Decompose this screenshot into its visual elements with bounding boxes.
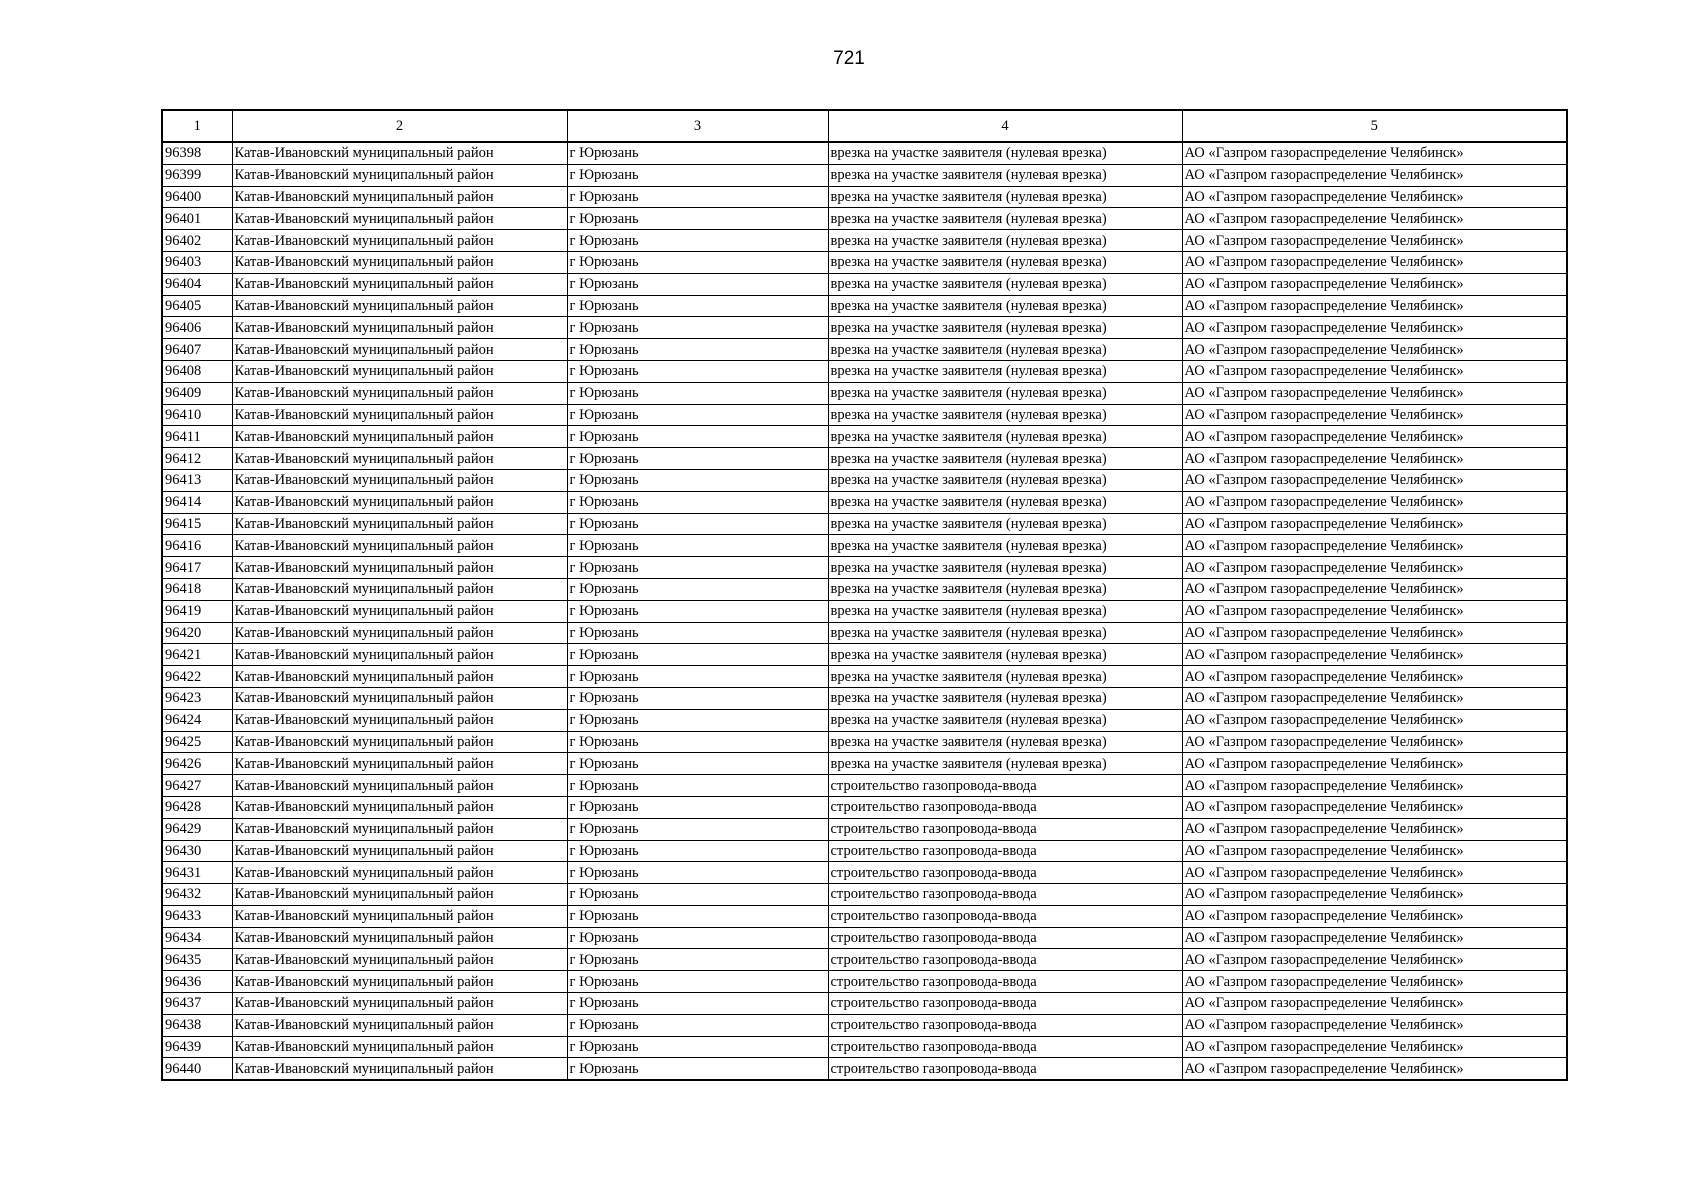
row-number-cell: 96417 bbox=[162, 557, 232, 579]
district-cell: Катав-Ивановский муниципальный район bbox=[232, 164, 567, 186]
row-number-cell: 96437 bbox=[162, 993, 232, 1015]
row-number-cell: 96411 bbox=[162, 426, 232, 448]
settlement-cell: г Юрюзань bbox=[567, 317, 828, 339]
work-type-cell: врезка на участке заявителя (нулевая врезка) bbox=[828, 339, 1182, 361]
organization-cell: АО «Газпром газораспределение Челябинск» bbox=[1182, 535, 1567, 557]
row-number-cell: 96425 bbox=[162, 731, 232, 753]
work-type-cell: врезка на участке заявителя (нулевая врезка) bbox=[828, 404, 1182, 426]
district-cell: Катав-Ивановский муниципальный район bbox=[232, 230, 567, 252]
row-number-cell: 96427 bbox=[162, 775, 232, 797]
row-number-cell: 96398 bbox=[162, 142, 232, 164]
table-row bbox=[162, 818, 1567, 840]
district-cell: Катав-Ивановский муниципальный район bbox=[232, 317, 567, 339]
work-type-cell: строительство газопровода-ввода bbox=[828, 949, 1182, 971]
row-number-cell: 96406 bbox=[162, 317, 232, 339]
district-cell: Катав-Ивановский муниципальный район bbox=[232, 666, 567, 688]
settlement-cell: г Юрюзань bbox=[567, 469, 828, 491]
settlement-cell: г Юрюзань bbox=[567, 404, 828, 426]
row-number-cell: 96416 bbox=[162, 535, 232, 557]
table-row bbox=[162, 426, 1567, 448]
organization-cell: АО «Газпром газораспределение Челябинск» bbox=[1182, 905, 1567, 927]
district-cell: Катав-Ивановский муниципальный район bbox=[232, 622, 567, 644]
settlement-cell: г Юрюзань bbox=[567, 273, 828, 295]
organization-cell: АО «Газпром газораспределение Челябинск» bbox=[1182, 208, 1567, 230]
work-type-cell: врезка на участке заявителя (нулевая врезка) bbox=[828, 273, 1182, 295]
organization-cell: АО «Газпром газораспределение Челябинск» bbox=[1182, 775, 1567, 797]
row-number-cell: 96438 bbox=[162, 1014, 232, 1036]
table-row bbox=[162, 884, 1567, 906]
work-type-cell: врезка на участке заявителя (нулевая врезка) bbox=[828, 295, 1182, 317]
district-cell: Катав-Ивановский муниципальный район bbox=[232, 1014, 567, 1036]
district-cell: Катав-Ивановский муниципальный район bbox=[232, 993, 567, 1015]
district-cell: Катав-Ивановский муниципальный район bbox=[232, 884, 567, 906]
district-cell: Катав-Ивановский муниципальный район bbox=[232, 469, 567, 491]
settlement-cell: г Юрюзань bbox=[567, 295, 828, 317]
table-row bbox=[162, 796, 1567, 818]
table-row bbox=[162, 862, 1567, 884]
table-row bbox=[162, 1058, 1567, 1080]
settlement-cell: г Юрюзань bbox=[567, 753, 828, 775]
row-number-cell: 96420 bbox=[162, 622, 232, 644]
row-number-cell: 96434 bbox=[162, 927, 232, 949]
organization-cell: АО «Газпром газораспределение Челябинск» bbox=[1182, 818, 1567, 840]
work-type-cell: строительство газопровода-ввода bbox=[828, 905, 1182, 927]
table-row bbox=[162, 557, 1567, 579]
row-number-cell: 96440 bbox=[162, 1058, 232, 1080]
district-cell: Катав-Ивановский муниципальный район bbox=[232, 448, 567, 470]
organization-cell: АО «Газпром газораспределение Челябинск» bbox=[1182, 666, 1567, 688]
work-type-cell: строительство газопровода-ввода bbox=[828, 775, 1182, 797]
work-type-cell: строительство газопровода-ввода bbox=[828, 1058, 1182, 1080]
row-number-cell: 96421 bbox=[162, 644, 232, 666]
work-type-cell: врезка на участке заявителя (нулевая врезка) bbox=[828, 230, 1182, 252]
organization-cell: АО «Газпром газораспределение Челябинск» bbox=[1182, 993, 1567, 1015]
district-cell: Катав-Ивановский муниципальный район bbox=[232, 796, 567, 818]
table-row bbox=[162, 513, 1567, 535]
table-row bbox=[162, 1014, 1567, 1036]
table-row bbox=[162, 404, 1567, 426]
organization-cell: АО «Газпром газораспределение Челябинск» bbox=[1182, 251, 1567, 273]
column-header-1: 1 bbox=[162, 110, 232, 142]
district-cell: Катав-Ивановский муниципальный район bbox=[232, 775, 567, 797]
row-number-cell: 96405 bbox=[162, 295, 232, 317]
row-number-cell: 96410 bbox=[162, 404, 232, 426]
column-header-4: 4 bbox=[828, 110, 1182, 142]
organization-cell: АО «Газпром газораспределение Челябинск» bbox=[1182, 142, 1567, 164]
work-type-cell: врезка на участке заявителя (нулевая врезка) bbox=[828, 731, 1182, 753]
row-number-cell: 96430 bbox=[162, 840, 232, 862]
settlement-cell: г Юрюзань bbox=[567, 557, 828, 579]
settlement-cell: г Юрюзань bbox=[567, 360, 828, 382]
district-cell: Катав-Ивановский муниципальный район bbox=[232, 295, 567, 317]
district-cell: Катав-Ивановский муниципальный район bbox=[232, 862, 567, 884]
table-row bbox=[162, 905, 1567, 927]
work-type-cell: строительство газопровода-ввода bbox=[828, 862, 1182, 884]
settlement-cell: г Юрюзань bbox=[567, 644, 828, 666]
table-row bbox=[162, 666, 1567, 688]
table-row bbox=[162, 840, 1567, 862]
table-row bbox=[162, 622, 1567, 644]
settlement-cell: г Юрюзань bbox=[567, 1058, 828, 1080]
settlement-cell: г Юрюзань bbox=[567, 993, 828, 1015]
table-row bbox=[162, 753, 1567, 775]
table-row bbox=[162, 600, 1567, 622]
row-number-cell: 96409 bbox=[162, 382, 232, 404]
row-number-cell: 96404 bbox=[162, 273, 232, 295]
table-row bbox=[162, 1036, 1567, 1058]
settlement-cell: г Юрюзань bbox=[567, 448, 828, 470]
table-row bbox=[162, 317, 1567, 339]
table-row bbox=[162, 339, 1567, 361]
organization-cell: АО «Газпром газораспределение Челябинск» bbox=[1182, 513, 1567, 535]
work-type-cell: врезка на участке заявителя (нулевая врезка) bbox=[828, 317, 1182, 339]
district-cell: Катав-Ивановский муниципальный район bbox=[232, 186, 567, 208]
organization-cell: АО «Газпром газораспределение Челябинск» bbox=[1182, 949, 1567, 971]
organization-cell: АО «Газпром газораспределение Челябинск» bbox=[1182, 862, 1567, 884]
table-row bbox=[162, 993, 1567, 1015]
work-type-cell: строительство газопровода-ввода bbox=[828, 796, 1182, 818]
work-type-cell: строительство газопровода-ввода bbox=[828, 1036, 1182, 1058]
settlement-cell: г Юрюзань bbox=[567, 666, 828, 688]
row-number-cell: 96431 bbox=[162, 862, 232, 884]
organization-cell: АО «Газпром газораспределение Челябинск» bbox=[1182, 164, 1567, 186]
table-row bbox=[162, 971, 1567, 993]
work-type-cell: врезка на участке заявителя (нулевая врезка) bbox=[828, 709, 1182, 731]
settlement-cell: г Юрюзань bbox=[567, 513, 828, 535]
work-type-cell: строительство газопровода-ввода bbox=[828, 927, 1182, 949]
table-row bbox=[162, 230, 1567, 252]
work-type-cell: врезка на участке заявителя (нулевая врезка) bbox=[828, 360, 1182, 382]
organization-cell: АО «Газпром газораспределение Челябинск» bbox=[1182, 404, 1567, 426]
table-row bbox=[162, 927, 1567, 949]
settlement-cell: г Юрюзань bbox=[567, 687, 828, 709]
row-number-cell: 96424 bbox=[162, 709, 232, 731]
organization-cell: АО «Газпром газораспределение Челябинск» bbox=[1182, 687, 1567, 709]
organization-cell: АО «Газпром газораспределение Челябинск» bbox=[1182, 273, 1567, 295]
work-type-cell: врезка на участке заявителя (нулевая врезка) bbox=[828, 535, 1182, 557]
work-type-cell: врезка на участке заявителя (нулевая врезка) bbox=[828, 557, 1182, 579]
settlement-cell: г Юрюзань bbox=[567, 578, 828, 600]
settlement-cell: г Юрюзань bbox=[567, 339, 828, 361]
organization-cell: АО «Газпром газораспределение Челябинск» bbox=[1182, 426, 1567, 448]
row-number-cell: 96426 bbox=[162, 753, 232, 775]
work-type-cell: строительство газопровода-ввода bbox=[828, 818, 1182, 840]
work-type-cell: врезка на участке заявителя (нулевая врезка) bbox=[828, 687, 1182, 709]
settlement-cell: г Юрюзань bbox=[567, 600, 828, 622]
work-type-cell: врезка на участке заявителя (нулевая врезка) bbox=[828, 491, 1182, 513]
row-number-cell: 96400 bbox=[162, 186, 232, 208]
organization-cell: АО «Газпром газораспределение Челябинск» bbox=[1182, 186, 1567, 208]
district-cell: Катав-Ивановский муниципальный район bbox=[232, 142, 567, 164]
work-type-cell: врезка на участке заявителя (нулевая врезка) bbox=[828, 382, 1182, 404]
table-row bbox=[162, 382, 1567, 404]
work-type-cell: врезка на участке заявителя (нулевая врезка) bbox=[828, 753, 1182, 775]
row-number-cell: 96439 bbox=[162, 1036, 232, 1058]
organization-cell: АО «Газпром газораспределение Челябинск» bbox=[1182, 491, 1567, 513]
district-cell: Катав-Ивановский муниципальный район bbox=[232, 905, 567, 927]
settlement-cell: г Юрюзань bbox=[567, 949, 828, 971]
table-row bbox=[162, 360, 1567, 382]
district-cell: Катав-Ивановский муниципальный район bbox=[232, 949, 567, 971]
row-number-cell: 96415 bbox=[162, 513, 232, 535]
work-type-cell: врезка на участке заявителя (нулевая врезка) bbox=[828, 513, 1182, 535]
organization-cell: АО «Газпром газораспределение Челябинск» bbox=[1182, 796, 1567, 818]
district-cell: Катав-Ивановский муниципальный район bbox=[232, 600, 567, 622]
organization-cell: АО «Газпром газораспределение Челябинск» bbox=[1182, 1058, 1567, 1080]
district-cell: Катав-Ивановский муниципальный район bbox=[232, 360, 567, 382]
district-cell: Катав-Ивановский муниципальный район bbox=[232, 687, 567, 709]
organization-cell: АО «Газпром газораспределение Челябинск» bbox=[1182, 731, 1567, 753]
district-cell: Катав-Ивановский муниципальный район bbox=[232, 644, 567, 666]
table-row bbox=[162, 164, 1567, 186]
district-cell: Катав-Ивановский муниципальный район bbox=[232, 557, 567, 579]
table-row bbox=[162, 578, 1567, 600]
table-row bbox=[162, 731, 1567, 753]
organization-cell: АО «Газпром газораспределение Челябинск» bbox=[1182, 971, 1567, 993]
row-number-cell: 96433 bbox=[162, 905, 232, 927]
district-cell: Катав-Ивановский муниципальный район bbox=[232, 971, 567, 993]
settlement-cell: г Юрюзань bbox=[567, 186, 828, 208]
row-number-cell: 96403 bbox=[162, 251, 232, 273]
table-header-row bbox=[162, 110, 1567, 142]
work-type-cell: врезка на участке заявителя (нулевая врезка) bbox=[828, 186, 1182, 208]
row-number-cell: 96423 bbox=[162, 687, 232, 709]
organization-cell: АО «Газпром газораспределение Челябинск» bbox=[1182, 339, 1567, 361]
settlement-cell: г Юрюзань bbox=[567, 840, 828, 862]
work-type-cell: врезка на участке заявителя (нулевая врезка) bbox=[828, 208, 1182, 230]
organization-cell: АО «Газпром газораспределение Челябинск» bbox=[1182, 840, 1567, 862]
work-type-cell: врезка на участке заявителя (нулевая врезка) bbox=[828, 600, 1182, 622]
settlement-cell: г Юрюзань bbox=[567, 1036, 828, 1058]
row-number-cell: 96408 bbox=[162, 360, 232, 382]
organization-cell: АО «Газпром газораспределение Челябинск» bbox=[1182, 317, 1567, 339]
table-row bbox=[162, 775, 1567, 797]
table-row bbox=[162, 448, 1567, 470]
work-type-cell: врезка на участке заявителя (нулевая врезка) bbox=[828, 426, 1182, 448]
table-body bbox=[162, 142, 1567, 1080]
row-number-cell: 96399 bbox=[162, 164, 232, 186]
district-cell: Катав-Ивановский муниципальный район bbox=[232, 251, 567, 273]
organization-cell: АО «Газпром газораспределение Челябинск» bbox=[1182, 448, 1567, 470]
district-cell: Катав-Ивановский муниципальный район bbox=[232, 753, 567, 775]
organization-cell: АО «Газпром газораспределение Челябинск» bbox=[1182, 295, 1567, 317]
work-type-cell: врезка на участке заявителя (нулевая врезка) bbox=[828, 448, 1182, 470]
settlement-cell: г Юрюзань bbox=[567, 884, 828, 906]
district-cell: Катав-Ивановский муниципальный район bbox=[232, 927, 567, 949]
organization-cell: АО «Газпром газораспределение Челябинск» bbox=[1182, 709, 1567, 731]
organization-cell: АО «Газпром газораспределение Челябинск» bbox=[1182, 557, 1567, 579]
district-cell: Катав-Ивановский муниципальный район bbox=[232, 818, 567, 840]
table-row bbox=[162, 644, 1567, 666]
row-number-cell: 96401 bbox=[162, 208, 232, 230]
organization-cell: АО «Газпром газораспределение Челябинск» bbox=[1182, 644, 1567, 666]
table-row bbox=[162, 535, 1567, 557]
district-cell: Катав-Ивановский муниципальный район bbox=[232, 1036, 567, 1058]
settlement-cell: г Юрюзань bbox=[567, 491, 828, 513]
settlement-cell: г Юрюзань bbox=[567, 818, 828, 840]
row-number-cell: 96418 bbox=[162, 578, 232, 600]
work-type-cell: врезка на участке заявителя (нулевая врезка) bbox=[828, 469, 1182, 491]
work-type-cell: врезка на участке заявителя (нулевая врезка) bbox=[828, 666, 1182, 688]
organization-cell: АО «Газпром газораспределение Челябинск» bbox=[1182, 600, 1567, 622]
organization-cell: АО «Газпром газораспределение Челябинск» bbox=[1182, 1014, 1567, 1036]
settlement-cell: г Юрюзань bbox=[567, 142, 828, 164]
table-row bbox=[162, 949, 1567, 971]
settlement-cell: г Юрюзань bbox=[567, 426, 828, 448]
district-cell: Катав-Ивановский муниципальный район bbox=[232, 535, 567, 557]
district-cell: Катав-Ивановский муниципальный район bbox=[232, 339, 567, 361]
organization-cell: АО «Газпром газораспределение Челябинск» bbox=[1182, 230, 1567, 252]
settlement-cell: г Юрюзань bbox=[567, 709, 828, 731]
district-cell: Катав-Ивановский муниципальный район bbox=[232, 426, 567, 448]
settlement-cell: г Юрюзань bbox=[567, 796, 828, 818]
table-row bbox=[162, 273, 1567, 295]
district-cell: Катав-Ивановский муниципальный район bbox=[232, 709, 567, 731]
row-number-cell: 96413 bbox=[162, 469, 232, 491]
settlement-cell: г Юрюзань bbox=[567, 731, 828, 753]
work-type-cell: строительство газопровода-ввода bbox=[828, 884, 1182, 906]
settlement-cell: г Юрюзань bbox=[567, 208, 828, 230]
settlement-cell: г Юрюзань bbox=[567, 927, 828, 949]
settlement-cell: г Юрюзань bbox=[567, 775, 828, 797]
work-type-cell: строительство газопровода-ввода bbox=[828, 840, 1182, 862]
row-number-cell: 96432 bbox=[162, 884, 232, 906]
organization-cell: АО «Газпром газораспределение Челябинск» bbox=[1182, 469, 1567, 491]
table-row bbox=[162, 491, 1567, 513]
organization-cell: АО «Газпром газораспределение Челябинск» bbox=[1182, 360, 1567, 382]
district-cell: Катав-Ивановский муниципальный район bbox=[232, 513, 567, 535]
page-number: 721 bbox=[833, 48, 865, 69]
row-number-cell: 96428 bbox=[162, 796, 232, 818]
table-row bbox=[162, 709, 1567, 731]
row-number-cell: 96407 bbox=[162, 339, 232, 361]
district-cell: Катав-Ивановский муниципальный район bbox=[232, 404, 567, 426]
column-header-5: 5 bbox=[1182, 110, 1567, 142]
settlement-cell: г Юрюзань bbox=[567, 382, 828, 404]
district-cell: Катав-Ивановский муниципальный район bbox=[232, 1058, 567, 1080]
row-number-cell: 96419 bbox=[162, 600, 232, 622]
row-number-cell: 96435 bbox=[162, 949, 232, 971]
settlement-cell: г Юрюзань bbox=[567, 164, 828, 186]
table-row bbox=[162, 687, 1567, 709]
organization-cell: АО «Газпром газораспределение Челябинск» bbox=[1182, 927, 1567, 949]
registry-table bbox=[161, 109, 1568, 1081]
table-row bbox=[162, 142, 1567, 164]
settlement-cell: г Юрюзань bbox=[567, 230, 828, 252]
organization-cell: АО «Газпром газораспределение Челябинск» bbox=[1182, 884, 1567, 906]
district-cell: Катав-Ивановский муниципальный район bbox=[232, 731, 567, 753]
table-row bbox=[162, 186, 1567, 208]
district-cell: Катав-Ивановский муниципальный район bbox=[232, 273, 567, 295]
row-number-cell: 96412 bbox=[162, 448, 232, 470]
table-row bbox=[162, 469, 1567, 491]
row-number-cell: 96429 bbox=[162, 818, 232, 840]
row-number-cell: 96436 bbox=[162, 971, 232, 993]
district-cell: Катав-Ивановский муниципальный район bbox=[232, 208, 567, 230]
work-type-cell: строительство газопровода-ввода bbox=[828, 1014, 1182, 1036]
settlement-cell: г Юрюзань bbox=[567, 535, 828, 557]
table-row bbox=[162, 208, 1567, 230]
district-cell: Катав-Ивановский муниципальный район bbox=[232, 491, 567, 513]
work-type-cell: строительство газопровода-ввода bbox=[828, 993, 1182, 1015]
work-type-cell: врезка на участке заявителя (нулевая врезка) bbox=[828, 644, 1182, 666]
settlement-cell: г Юрюзань bbox=[567, 622, 828, 644]
column-header-3: 3 bbox=[567, 110, 828, 142]
settlement-cell: г Юрюзань bbox=[567, 862, 828, 884]
settlement-cell: г Юрюзань bbox=[567, 1014, 828, 1036]
organization-cell: АО «Газпром газораспределение Челябинск» bbox=[1182, 753, 1567, 775]
organization-cell: АО «Газпром газораспределение Челябинск» bbox=[1182, 1036, 1567, 1058]
district-cell: Катав-Ивановский муниципальный район bbox=[232, 578, 567, 600]
row-number-cell: 96414 bbox=[162, 491, 232, 513]
work-type-cell: строительство газопровода-ввода bbox=[828, 971, 1182, 993]
settlement-cell: г Юрюзань bbox=[567, 971, 828, 993]
row-number-cell: 96422 bbox=[162, 666, 232, 688]
work-type-cell: врезка на участке заявителя (нулевая врезка) bbox=[828, 251, 1182, 273]
settlement-cell: г Юрюзань bbox=[567, 251, 828, 273]
table-row bbox=[162, 295, 1567, 317]
organization-cell: АО «Газпром газораспределение Челябинск» bbox=[1182, 382, 1567, 404]
work-type-cell: врезка на участке заявителя (нулевая врезка) bbox=[828, 578, 1182, 600]
table-row bbox=[162, 251, 1567, 273]
organization-cell: АО «Газпром газораспределение Челябинск» bbox=[1182, 622, 1567, 644]
work-type-cell: врезка на участке заявителя (нулевая врезка) bbox=[828, 622, 1182, 644]
district-cell: Катав-Ивановский муниципальный район bbox=[232, 840, 567, 862]
organization-cell: АО «Газпром газораспределение Челябинск» bbox=[1182, 578, 1567, 600]
work-type-cell: врезка на участке заявителя (нулевая врезка) bbox=[828, 142, 1182, 164]
settlement-cell: г Юрюзань bbox=[567, 905, 828, 927]
column-header-2: 2 bbox=[232, 110, 567, 142]
work-type-cell: врезка на участке заявителя (нулевая врезка) bbox=[828, 164, 1182, 186]
row-number-cell: 96402 bbox=[162, 230, 232, 252]
district-cell: Катав-Ивановский муниципальный район bbox=[232, 382, 567, 404]
